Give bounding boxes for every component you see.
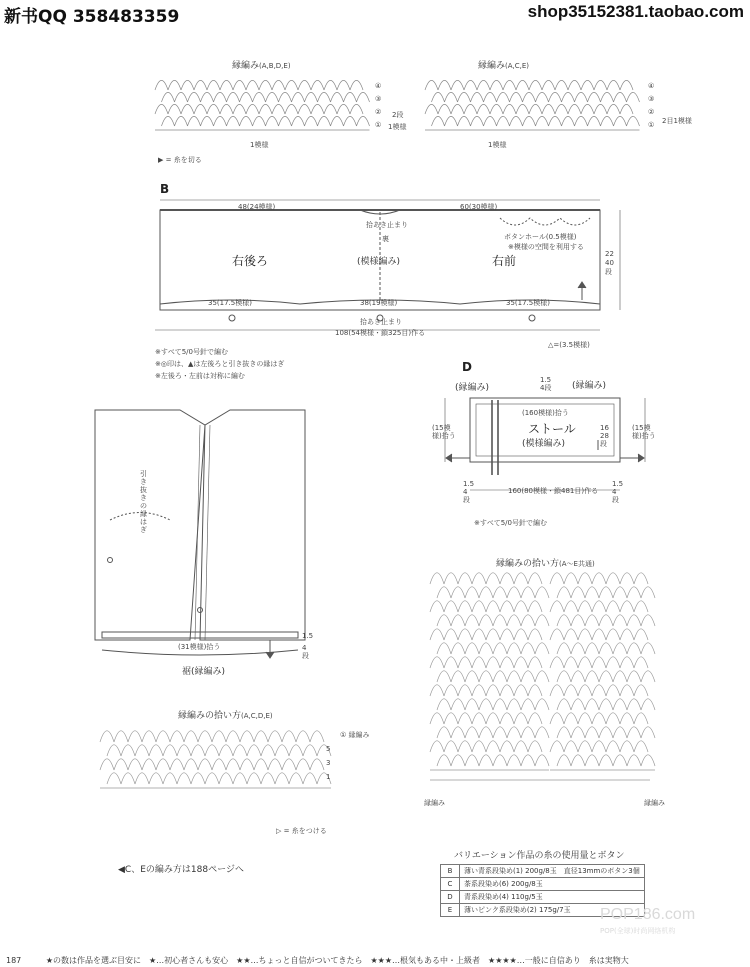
section-d-note: ※すべて5/0号針で編む (474, 519, 547, 527)
section-d-edge-left: (縁編み) (455, 383, 490, 393)
top-right-row-note: 2目1模様 (662, 117, 692, 125)
section-c-bottom-count: (31模様)拾う (178, 643, 221, 651)
top-right-title: 縁編み(A,C,E) (478, 61, 530, 71)
section-d-height: 16 28段 (600, 424, 609, 448)
section-b-hem-note: 裏 (382, 235, 389, 243)
section-b-buttonhole-note2: ※模様の空間を利用する (508, 243, 584, 251)
section-d-title: ストール (528, 422, 576, 436)
top-right-row-labels: ④ ③ ② ① (648, 82, 655, 129)
section-c-hem-label: 裾(縁編み) (182, 667, 226, 677)
footer (6, 955, 629, 966)
section-b-bottom-left: 35(17.5模様) (208, 299, 252, 307)
section-d-right-end: 1.5 4段 (612, 480, 624, 504)
pickup-right-title: 縁編みの拾い方(A～E共通) (496, 559, 595, 569)
top-left-legend: ▶ = 糸を切る (158, 156, 202, 164)
section-b-start-note: 拾あき止まり (366, 221, 408, 229)
page-number: 187 (6, 956, 22, 965)
section-b-height: 22 40段 (605, 250, 614, 276)
section-b-top-left-dim: 48(24模様) (238, 203, 276, 211)
pickup-left-title: 縁編みの拾い方(A,C,D,E) (178, 711, 273, 721)
section-c-side-note: 引き抜きの縁はぎ (140, 470, 147, 534)
top-left-repeat: 1模様 (250, 141, 269, 149)
top-left-row-note: 2段 (392, 111, 404, 119)
section-b-bottom-end-note: 拾あき止まり (360, 318, 402, 326)
pickup-chart-right (430, 573, 655, 780)
header-shop-url: shop35152381.taobao.com (527, 2, 744, 21)
pickup-chart-left (100, 731, 331, 788)
section-b-part-center: (模様編み) (357, 257, 401, 267)
section-b-notes: ※すべて5/0号針で編む ※◎印は、▲は左後ろと引き抜きの縁はぎ ※左後ろ・左前は対称に編む (155, 348, 285, 380)
bottom-note: ◀C、Eの編み方は188ページへ (118, 865, 244, 875)
section-d-left-pick: (15模様)拾う (432, 424, 456, 440)
section-b-bottom-right: 35(17.5模様) (506, 299, 550, 307)
section-d-top-pick: (160模様)拾う (522, 409, 569, 417)
top-left-title: 縁編み(A,B,D,E) (232, 61, 291, 71)
top-left-row-note2: 1模様 (388, 123, 407, 131)
table-row: B 薄い青系段染め(1) 200g/8玉 直径13mmのボタン3個 (441, 865, 645, 878)
header-qq: 新书QQ 358483359 (4, 7, 180, 27)
section-b-buttonhole-note: ボタンホール(0.5模様) (504, 233, 577, 241)
section-b-part-right: 右前 (492, 254, 517, 268)
pickup-left-row-label: ① 縁編み (340, 731, 370, 739)
section-b-part-left: 右後ろ (232, 254, 269, 268)
yarn-table-title: バリエーション作品の糸の使用量とボタン (454, 851, 625, 861)
pickup-right-left-label: 縁編み (424, 799, 445, 807)
section-d-edge-right: (縁編み) (572, 381, 607, 391)
section-b-buttonhole-legend: △=(3.5模様) (548, 341, 590, 349)
section-b-bottom-center: 38(19模様) (360, 299, 398, 307)
section-d-top-count: 1.5 4段 (540, 376, 552, 392)
watermark-sub: POP(全球)时尚网络机构 (600, 927, 676, 935)
section-b-label: B (160, 182, 170, 196)
pickup-left-side-marks: 5 3 1 (326, 745, 331, 781)
section-b-total: 108(54模様・鎖325目)作る (335, 329, 426, 337)
table-row: E 薄いピンク系段染め(2) 175g/7玉 (441, 904, 645, 917)
pickup-left-legend: ▷ = 糸をつける (276, 827, 327, 835)
top-right-repeat: 1模様 (488, 141, 507, 149)
section-d-subtitle: (模様編み) (522, 439, 566, 449)
shell-chart-top-right (425, 80, 640, 130)
section-b-top-right-dim: 60(30模様) (460, 203, 498, 211)
section-d-left-end: 1.5 4段 (463, 480, 475, 504)
shell-chart-top-left (155, 80, 370, 130)
section-c-outline (95, 410, 305, 658)
section-c-side-dim-2: 4段 (302, 644, 309, 660)
section-c-side-dim-1: 1.5 (302, 632, 314, 640)
section-d-right-pick: (15模様)拾う (632, 424, 656, 440)
watermark: POP186.com (600, 906, 696, 923)
section-d-total: 160(80模様・鎖481目)作る (508, 487, 599, 495)
footer-legend: ★の数は作品を選ぶ目安に ★…初心者さんも安心 ★★…ちょっと自信がついてきたら ★★★…根気もある中・上級者 ★★★★…一般に自信あり 糸は実物大 (45, 956, 629, 965)
pickup-right-right-label: 縁編み (644, 799, 665, 807)
section-d-label: D (462, 360, 472, 374)
table-row: C 茶系段染め(6) 200g/8玉 (441, 878, 645, 891)
table-row: D 青系段染め(4) 110g/5玉 (441, 891, 645, 904)
top-left-row-labels: ④ ③ ② ① (375, 82, 382, 129)
